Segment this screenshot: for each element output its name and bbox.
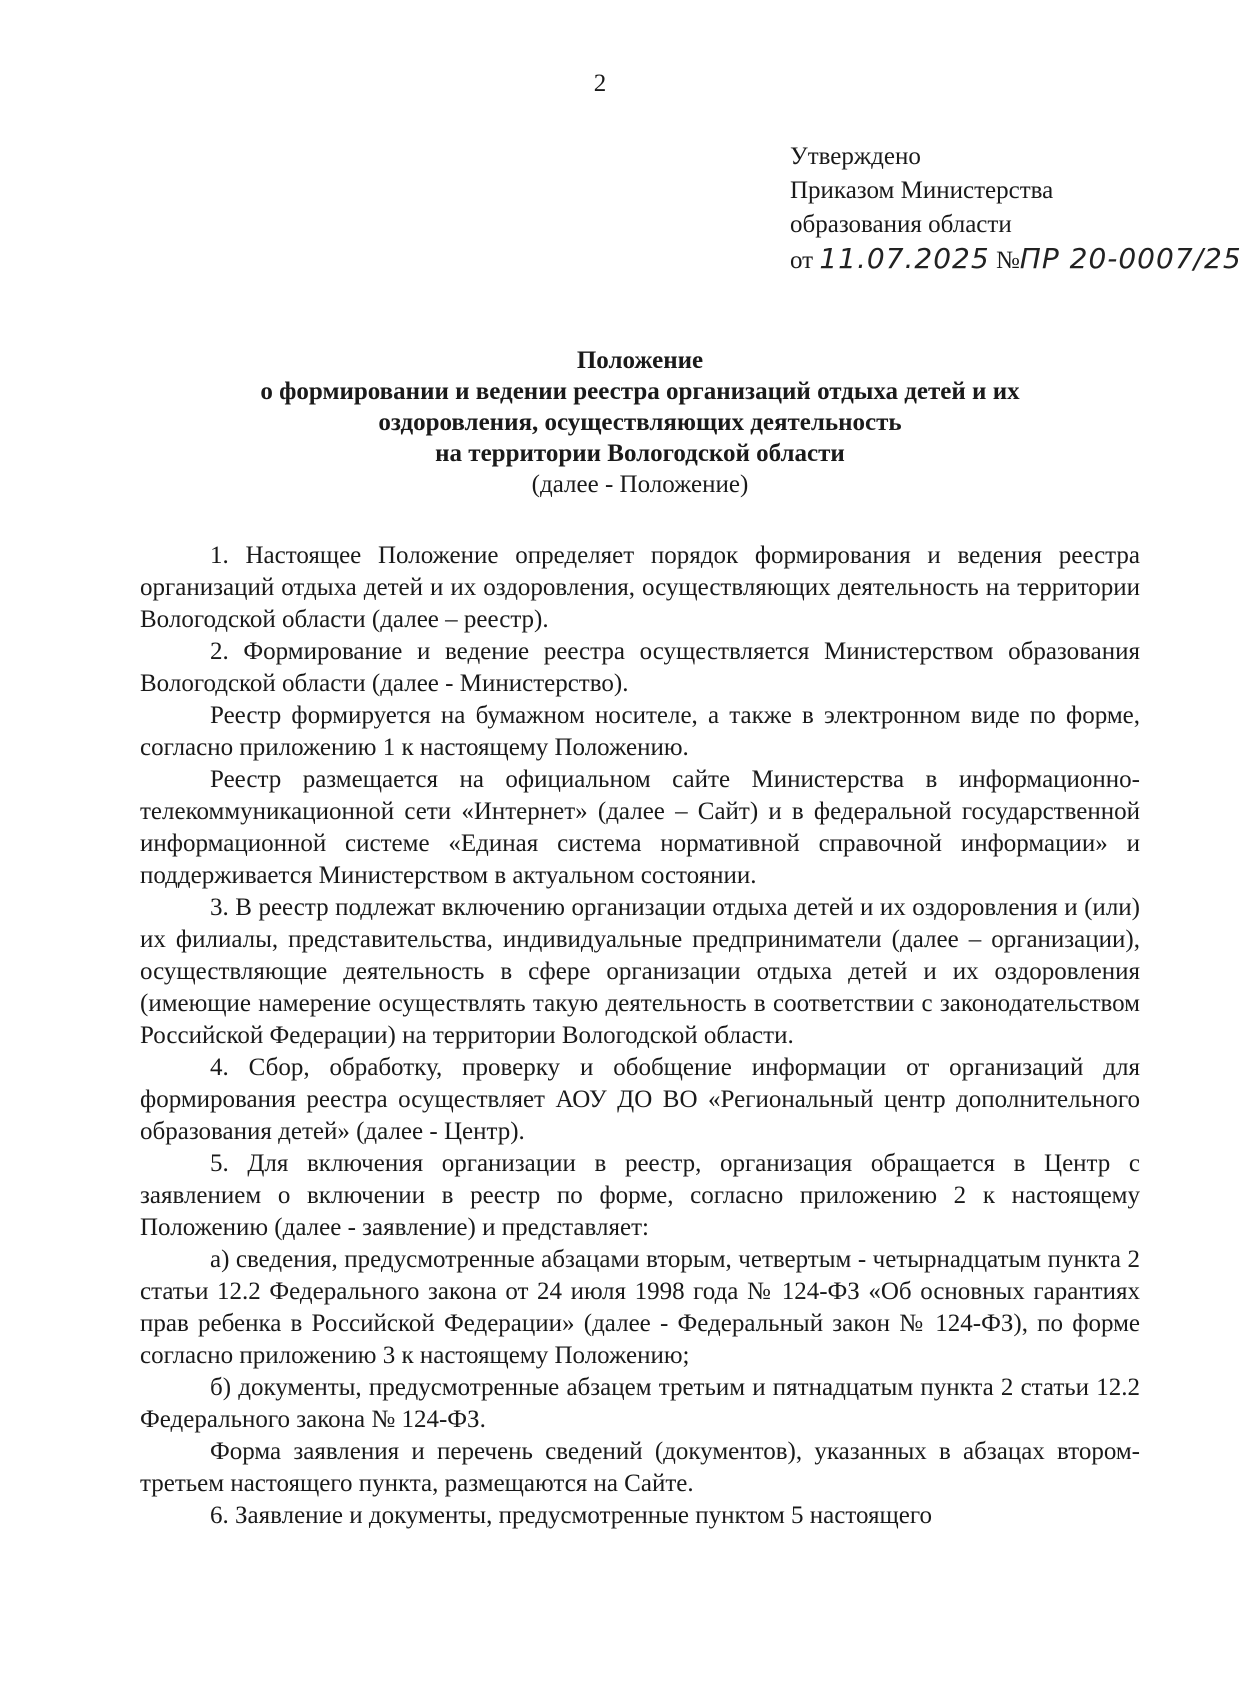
- number-prefix: №: [995, 247, 1020, 274]
- paragraph: 6. Заявление и документы, предусмотренные пунктом 5 настоящего: [210, 1502, 932, 1529]
- paragraph: 2. Формирование и ведение реестра осуществляется Министерством образования Вологодской области (далее - Министерство).: [140, 638, 1140, 697]
- paragraph: Реестр размещается на официальном сайте Министерства в информационно-телекоммуникационной сети «Интернет» (далее – Сайт) и в федеральной государственной информационной системе «Единая система нормативной справочной информации» и поддерживается Министерством в актуальном состоянии.: [140, 766, 1140, 889]
- approval-date-line: [790, 242, 1242, 278]
- approval-line-2: Приказом Министерства: [790, 177, 1054, 204]
- paragraph: 3. В реестр подлежат включению организации отдыха детей и их оздоровления и (или) их филиалы, представительства, индивидуальные предприниматели (далее – организации), осуществляющие деятельность в сфере организации отдыха детей и их оздоровления (имеющие намерение осуществлять такую деятельность в соответствии с законодательством Российской Федерации) на территории Вологодской области.: [140, 894, 1140, 1049]
- document-title: [140, 345, 1140, 500]
- paragraph: 4. Сбор, обработку, проверку и обобщение информации от организаций для формирования реестра осуществляет АОУ ДО ВО «Региональный центр дополнительного образования детей» (далее - Центр).: [140, 1054, 1140, 1145]
- title-line-3: оздоровления, осуществляющих деятельность: [378, 409, 902, 436]
- title-line-1: Положение: [576, 347, 704, 374]
- approval-stamp: [790, 140, 1242, 278]
- title-line-5: (далее - Положение): [531, 471, 749, 498]
- paragraph: Форма заявления и перечень сведений (документов), указанных в абзацах втором-третьем настоящего пункта, размещаются на Сайте.: [140, 1438, 1140, 1497]
- page-number: 2: [593, 70, 607, 97]
- paragraph: 5. Для включения организации в реестр, организация обращается в Центр с заявлением о включении в реестр по форме, согласно приложению 2 к настоящему Положению (далее - заявление) и представляет:: [140, 1150, 1140, 1241]
- approval-line-3: образования области: [790, 211, 1012, 238]
- date-prefix: от: [790, 247, 814, 274]
- title-line-4: на территории Вологодской области: [435, 440, 845, 467]
- paragraph: б) документы, предусмотренные абзацем третьим и пятнадцатым пункта 2 статьи 12.2 Федерального закона № 124-ФЗ.: [140, 1374, 1140, 1433]
- handwritten-date: 11.07.2025: [819, 242, 990, 275]
- handwritten-number: ПР 20-0007/25: [1019, 242, 1242, 275]
- paragraph: Реестр формируется на бумажном носителе, а также в электронном виде по форме, согласно приложению 1 к настоящему Положению.: [140, 702, 1140, 761]
- paragraph: 1. Настоящее Положение определяет порядок формирования и ведения реестра организаций отдыха детей и их оздоровления, осуществляющих деятельность на территории Вологодской области (далее – реестр).: [140, 542, 1140, 633]
- document-body: [140, 540, 1140, 1532]
- title-line-2: о формировании и ведении реестра организаций отдыха детей и их: [260, 378, 1020, 405]
- paragraph: а) сведения, предусмотренные абзацами вторым, четвертым - четырнадцатым пункта 2 статьи 12.2 Федерального закона от 24 июля 1998 года № 124-ФЗ «Об основных гарантиях прав ребенка в Российской Федерации» (далее - Федеральный закон № 124-ФЗ), по форме согласно приложению 3 к настоящему Положению;: [140, 1246, 1140, 1369]
- approval-line-1: Утверждено: [790, 143, 921, 170]
